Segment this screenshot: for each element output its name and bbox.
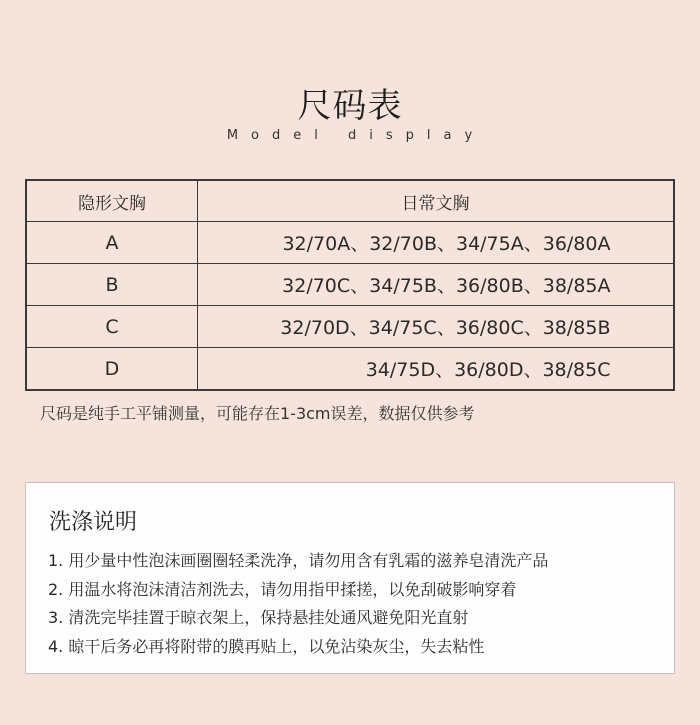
sizes-cell [198,222,675,264]
care-list [48,547,548,661]
header-invisible-bra: 隐形文胸 [26,180,198,222]
cup-cell: D [26,348,198,391]
size-table [25,179,675,391]
sizes-text: 32/70A、32/70B、34/75A、36/80A [282,233,611,255]
table-row [26,348,674,391]
sizes-cell [198,348,675,391]
care-item: 1. 用少量中性泡沫画圈圈轻柔洗净，请勿用含有乳霜的滋养皂清洗产品 [48,551,549,570]
table-row [26,306,674,348]
sizes-text: 34/75D、36/80D、38/85C [365,359,611,381]
table-header-row [26,180,674,222]
table-row [26,264,674,306]
page-title: 尺码表 [297,86,403,126]
sizes-cell [198,306,675,348]
care-item: 2. 用温水将泡沫清洁剂洗去，请勿用指甲揉搓，以免刮破影响穿着 [48,579,517,599]
cup-cell: C [26,306,198,348]
page-subtitle: Model display [226,128,486,143]
header-daily-bra: 日常文胸 [198,180,675,222]
cup-cell: B [26,264,198,306]
care-item: 3. 清洗完毕挂置于晾衣架上，保持悬挂处通风避免阳光直射 [48,608,469,627]
sizes-cell [198,264,675,306]
care-heading: 洗涤说明 [49,510,138,535]
sizes-text: 32/70C、34/75B、36/80B、38/85A [282,275,611,297]
care-item: 4. 晾干后务必再将附带的膜再贴上，以免沾染灰尘，失去粘性 [48,636,485,656]
care-instructions-box [25,482,675,674]
cup-cell: A [26,222,198,264]
table-row [26,222,674,264]
sizes-text: 32/70D、34/75C、36/80C、38/85B [280,317,611,339]
measurement-note: 尺码是纯手工平铺测量，可能存在1-3cm误差，数据仅供参考 [40,404,475,423]
